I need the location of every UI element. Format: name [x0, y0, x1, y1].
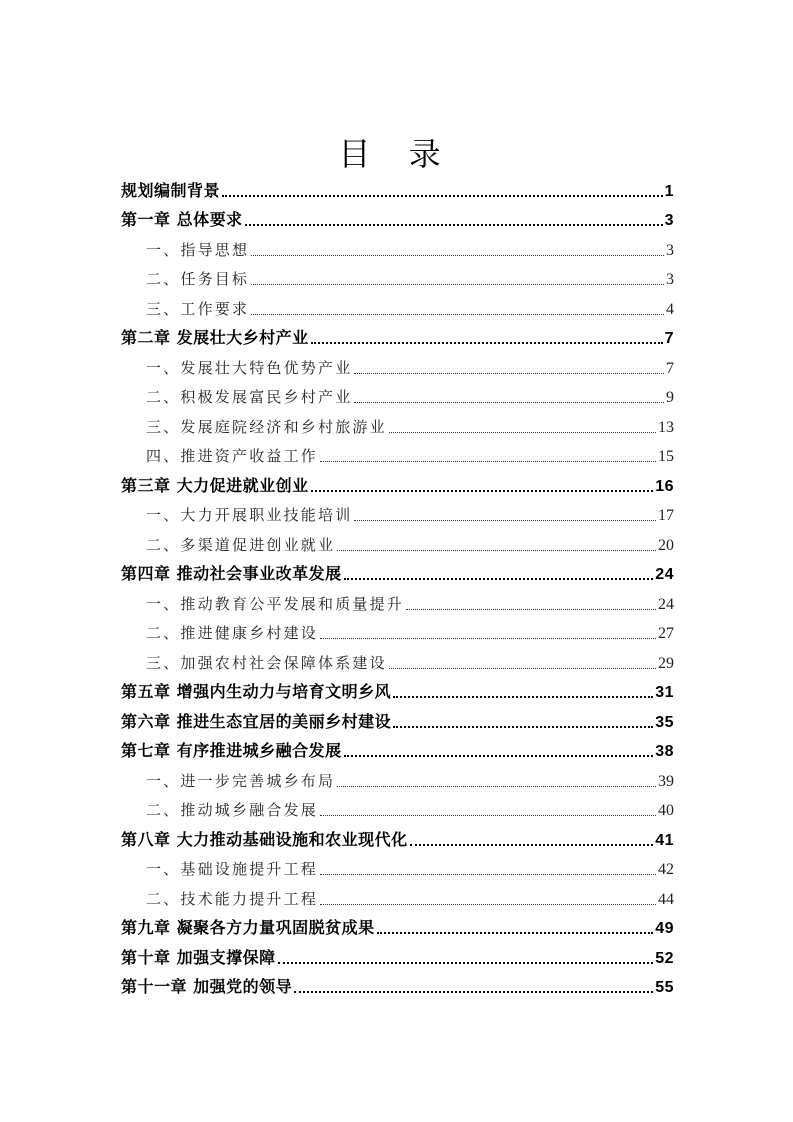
dot-leader [377, 932, 654, 934]
toc-entry-label: 一、指导思想 [146, 240, 250, 259]
toc-entry-page-number: 42 [658, 861, 674, 878]
toc-chapter-entry[interactable] [121, 971, 674, 1001]
toc-chapter-entry[interactable] [121, 676, 674, 706]
dot-leader [311, 490, 654, 492]
toc-section-entry[interactable] [121, 617, 674, 647]
table-of-contents [121, 174, 674, 1000]
toc-entry-page-number: 1 [664, 182, 674, 200]
toc-entry-label: 一、基础设施提升工程 [146, 860, 319, 878]
toc-entry-label: 第六章 推进生态宜居的美丽乡村建设 [121, 711, 392, 731]
toc-entry-label: 二、多渠道促进创业就业 [146, 535, 336, 554]
toc-entry-page-number: 55 [655, 979, 674, 996]
toc-entry-page-number: 13 [658, 418, 674, 436]
toc-entry-page-number: 3 [666, 271, 674, 288]
toc-entry-label: 四、推进资产收益工作 [146, 447, 319, 465]
dot-leader [410, 844, 654, 846]
dot-leader [320, 638, 656, 639]
toc-entry-label: 一、大力开展职业技能培训 [146, 506, 353, 524]
dot-leader [337, 550, 656, 551]
toc-chapter-entry[interactable] [121, 204, 674, 234]
toc-section-entry[interactable] [121, 381, 674, 411]
toc-entry-page-number: 44 [658, 890, 674, 908]
toc-entry-label: 三、工作要求 [146, 299, 250, 318]
dot-leader [337, 786, 656, 787]
dot-leader [354, 402, 664, 403]
dot-leader [389, 432, 656, 433]
dot-leader [389, 668, 656, 669]
toc-entry-label: 一、进一步完善城乡布局 [146, 771, 336, 790]
toc-entry-page-number: 49 [655, 920, 674, 937]
toc-chapter-entry[interactable] [121, 941, 674, 971]
toc-entry-page-number: 7 [666, 359, 674, 377]
dot-leader [393, 726, 653, 728]
toc-entry-label: 二、积极发展富民乡村产业 [146, 388, 353, 406]
dot-leader [251, 314, 664, 315]
toc-section-entry[interactable] [121, 263, 674, 293]
toc-entry-label: 第八章 大力推动基础设施和农业现代化 [121, 829, 408, 849]
dot-leader [320, 461, 656, 462]
toc-section-entry[interactable] [121, 794, 674, 824]
toc-entry-label: 第十章 加强支撑保障 [121, 947, 276, 967]
toc-entry-label: 一、推动教育公平发展和质量提升 [146, 594, 405, 613]
toc-section-entry[interactable] [121, 764, 674, 794]
toc-entry-page-number: 29 [658, 654, 674, 672]
dot-leader [245, 224, 663, 226]
toc-chapter-entry[interactable] [121, 912, 674, 942]
dot-leader [320, 815, 656, 816]
toc-entry-page-number: 41 [655, 831, 674, 849]
toc-section-entry[interactable] [121, 233, 674, 263]
toc-entry-label: 一、发展壮大特色优势产业 [146, 358, 353, 377]
toc-entry-page-number: 27 [658, 625, 674, 642]
dot-leader [294, 991, 653, 993]
dot-leader [278, 962, 654, 964]
dot-leader [320, 874, 656, 875]
dot-leader [406, 609, 656, 610]
toc-entry-page-number: 9 [666, 389, 674, 406]
toc-entry-label: 二、任务目标 [146, 270, 250, 288]
toc-entry-page-number: 40 [658, 802, 674, 819]
toc-entry-page-number: 52 [655, 949, 674, 967]
toc-entry-label: 规划编制背景 [121, 180, 221, 200]
toc-entry-page-number: 4 [666, 300, 674, 318]
toc-entry-label: 第一章 总体要求 [121, 210, 243, 229]
toc-chapter-entry[interactable] [121, 322, 674, 352]
toc-entry-label: 第二章 发展壮大乡村产业 [121, 328, 309, 347]
toc-entry-label: 三、发展庭院经济和乡村旅游业 [146, 417, 387, 436]
toc-entry-page-number: 3 [666, 241, 674, 259]
toc-chapter-entry[interactable] [121, 469, 674, 499]
dot-leader [393, 696, 653, 698]
toc-entry-page-number: 35 [655, 713, 674, 731]
dot-leader [344, 578, 654, 580]
toc-chapter-entry[interactable] [121, 558, 674, 588]
toc-entry-label: 第十一章 加强党的领导 [121, 977, 293, 996]
toc-section-entry[interactable] [121, 499, 674, 529]
toc-entry-label: 二、技术能力提升工程 [146, 889, 319, 908]
toc-chapter-entry[interactable] [121, 735, 674, 765]
toc-chapter-entry[interactable] [121, 705, 674, 735]
dot-leader [354, 373, 664, 374]
toc-section-entry[interactable] [121, 646, 674, 676]
toc-section-entry[interactable] [121, 292, 674, 322]
dot-leader [320, 904, 656, 905]
toc-section-entry[interactable] [121, 882, 674, 912]
toc-entry-page-number: 15 [658, 448, 674, 465]
toc-entry-page-number: 24 [655, 566, 674, 583]
toc-entry-page-number: 3 [664, 212, 674, 229]
toc-entry-page-number: 16 [655, 477, 674, 495]
dot-leader [251, 284, 664, 285]
toc-entry-page-number: 17 [658, 507, 674, 524]
toc-entry-label: 第四章 推动社会事业改革发展 [121, 564, 342, 583]
toc-entry-page-number: 24 [658, 595, 674, 613]
toc-entry-page-number: 31 [655, 684, 674, 701]
dot-leader [222, 195, 663, 197]
toc-section-entry[interactable] [121, 351, 674, 381]
dot-leader [354, 520, 656, 521]
toc-entry-label: 第七章 有序推进城乡融合发展 [121, 741, 342, 760]
toc-section-entry[interactable] [121, 440, 674, 470]
toc-entry-page-number: 39 [658, 772, 674, 790]
toc-entry-page-number: 38 [655, 743, 674, 760]
toc-entry-page-number: 20 [658, 536, 674, 554]
dot-leader [311, 342, 663, 344]
toc-entry-label: 三、加强农村社会保障体系建设 [146, 653, 387, 672]
toc-section-entry[interactable] [121, 528, 674, 558]
toc-chapter-entry[interactable] [121, 174, 674, 204]
toc-entry-label: 第五章 增强内生动力与培育文明乡风 [121, 682, 392, 701]
toc-entry-label: 二、推动城乡融合发展 [146, 801, 319, 819]
toc-entry-label: 第九章 凝聚各方力量巩固脱贫成果 [121, 918, 375, 937]
toc-section-entry[interactable] [121, 853, 674, 883]
toc-title: 目 录 [338, 135, 455, 173]
toc-section-entry[interactable] [121, 410, 674, 440]
toc-section-entry[interactable] [121, 587, 674, 617]
dot-leader [251, 255, 664, 256]
dot-leader [344, 755, 654, 757]
toc-entry-page-number: 7 [664, 330, 674, 347]
toc-chapter-entry[interactable] [121, 823, 674, 853]
toc-entry-label: 第三章 大力促进就业创业 [121, 475, 309, 495]
toc-entry-label: 二、推进健康乡村建设 [146, 624, 319, 642]
